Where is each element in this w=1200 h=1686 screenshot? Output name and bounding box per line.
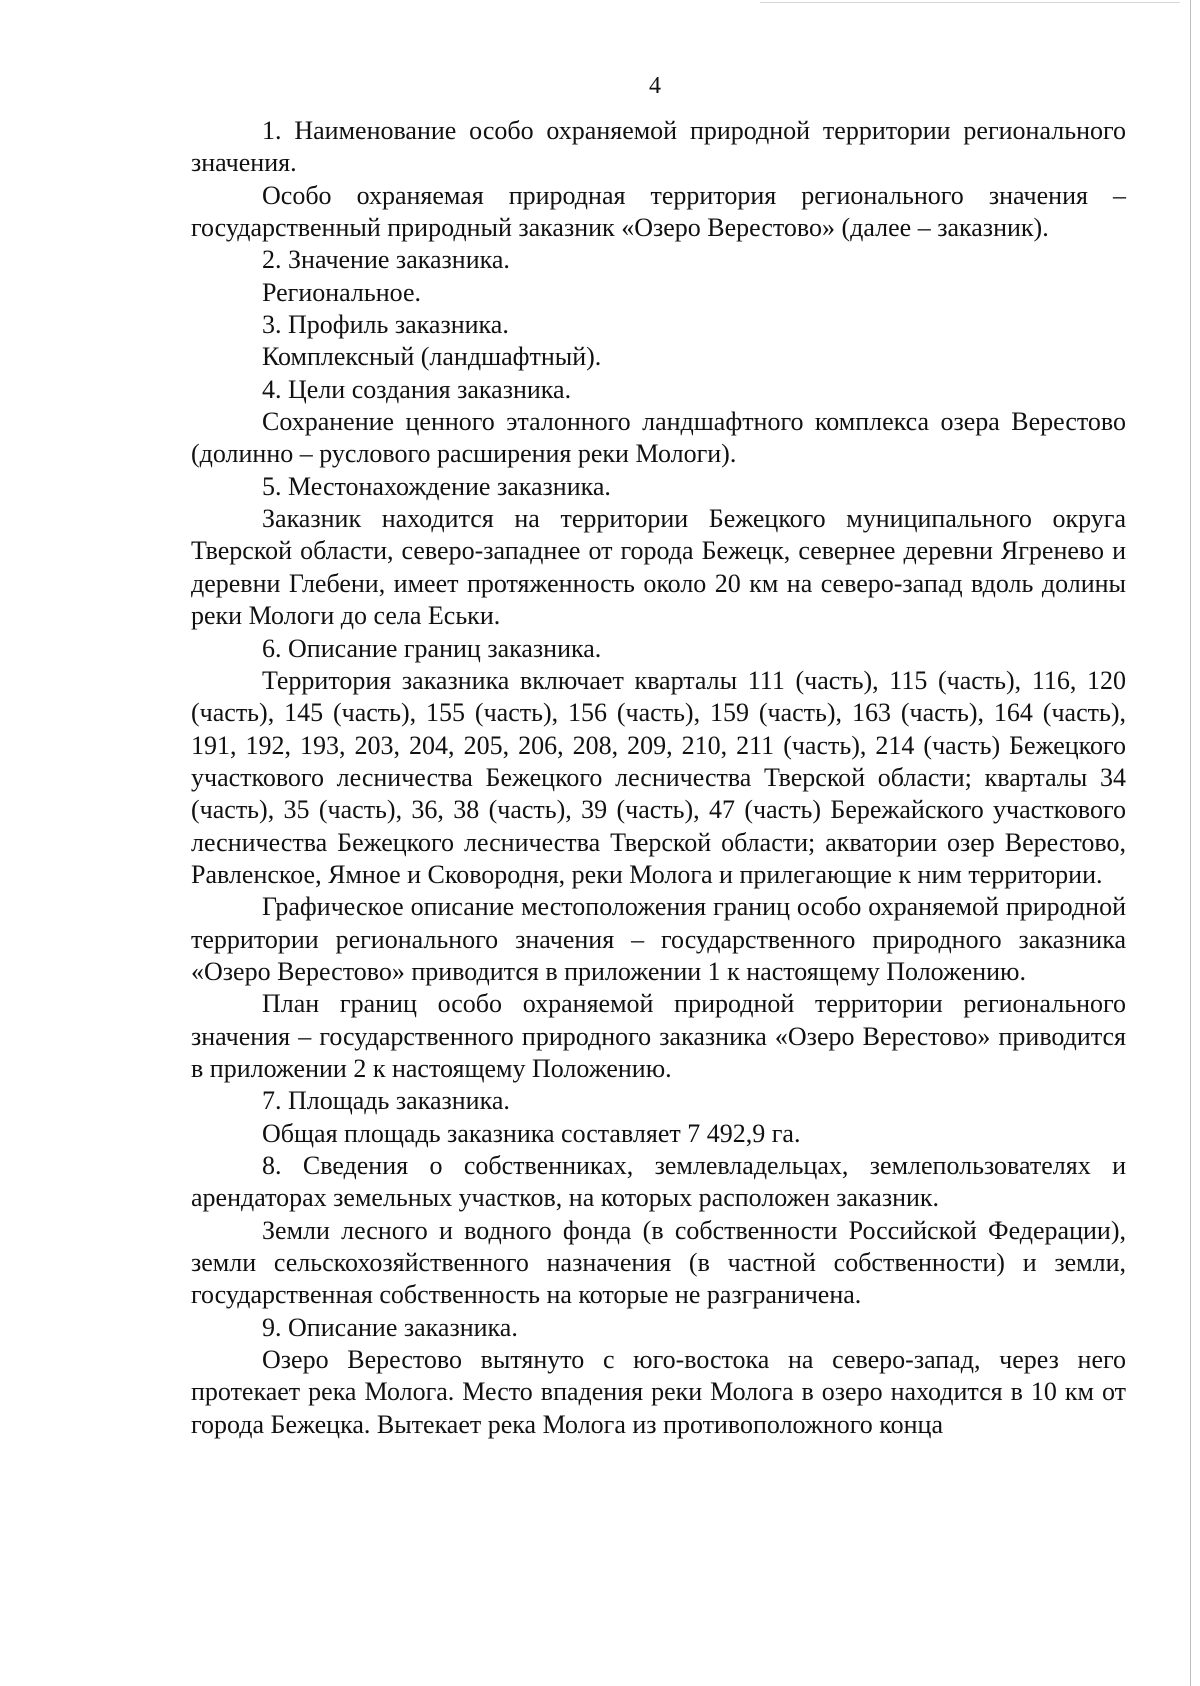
section-7-heading: 7. Площадь заказника. (262, 1086, 510, 1116)
section-9-heading: 9. Описание заказника. (262, 1312, 518, 1342)
section-1-text: Особо охраняемая природная территория регионального значения – государственный природный заказник «Озеро Верестово» (далее – заказник). (191, 180, 1126, 243)
scan-edge-right (1190, 0, 1191, 1686)
section-7-text: Общая площадь заказника составляет 7 492,9 га. (262, 1118, 801, 1148)
section-6-boundary-plan: План границ особо охраняемой природной территории регионального значения – государственного природного заказника «Озеро Верестово» приводится в приложении 2 к настоящему Положению. (191, 989, 1126, 1083)
section-6-heading: 6. Описание границ заказника. (262, 633, 602, 663)
section-5-heading: 5. Местонахождение заказника. (262, 471, 611, 501)
scan-edge-top (760, 2, 1180, 3)
section-8-text: Земли лесного и водного фонда (в собственности Российской Федерации), земли сельскохозяйственного назначения (в частной собственности) и земли, государственная собственность на которые не разграничена. (191, 1215, 1126, 1310)
document-body (191, 115, 1126, 1441)
section-9-text: Озеро Верестово вытянуто с юго-востока на северо-запад, через него протекает река Молога. Место впадения реки Молога в озеро находится в 10 км от города Бежецка. Вытекает река Молога из противоположного конца (191, 1345, 1126, 1439)
section-4-text: Сохранение ценного эталонного ландшафтного комплекса озера Верестово (долинно – руслового расширения реки Мологи). (191, 407, 1126, 469)
section-4-heading: 4. Цели создания заказника. (262, 374, 572, 404)
section-3-text: Комплексный (ландшафтный). (262, 342, 602, 372)
section-5-text: Заказник находится на территории Бежецкого муниципального округа Тверской области, северо-западнее от города Бежецк, севернее деревни Ягренево и деревни Глебени, имеет протяженность около 20 км на северо-запад вдоль долины реки Мологи до села Еськи. (191, 504, 1126, 631)
section-6-graphic-description: Графическое описание местоположения границ особо охраняемой природной территории регионального значения – государственного природного заказника «Озеро Верестово» приводится в приложении 1 к настоящему Положению. (191, 892, 1126, 986)
section-2-heading: 2. Значение заказника. (262, 245, 510, 275)
section-6-text: Территория заказника включает кварталы 111 (часть), 115 (часть), 116, 120 (часть), 145 (часть), 155 (часть), 156 (часть), 159 (часть), 163 (часть), 164 (часть), 191, 192, 193, 203, 204, 205, 206, 208, 209, 210, 211 (часть), 214 (часть) Бежецкого участкового лесничества Бежецкого лесничества Тверской области; кварталы 34 (часть), 35 (часть), 36, 38 (часть), 39 (часть), 47 (часть) Бережайского участкового лесничества Бежецкого лесничества Тверской области; акватории озер Верестово, Равленское, Ямное и Сковородня, реки Молога и прилегающие к ним территории. (191, 665, 1126, 889)
section-2-text: Региональное. (262, 277, 422, 307)
page-number: 4 (649, 73, 661, 99)
section-8-heading: 8. Сведения о собственниках, землевладельцах, землепользователях и арендаторах земельных участков, на которых расположен заказник. (191, 1151, 1126, 1213)
section-3-heading: 3. Профиль заказника. (262, 310, 509, 340)
section-1-heading: 1. Наименование особо охраняемой природной территории регионального значения. (191, 116, 1126, 178)
